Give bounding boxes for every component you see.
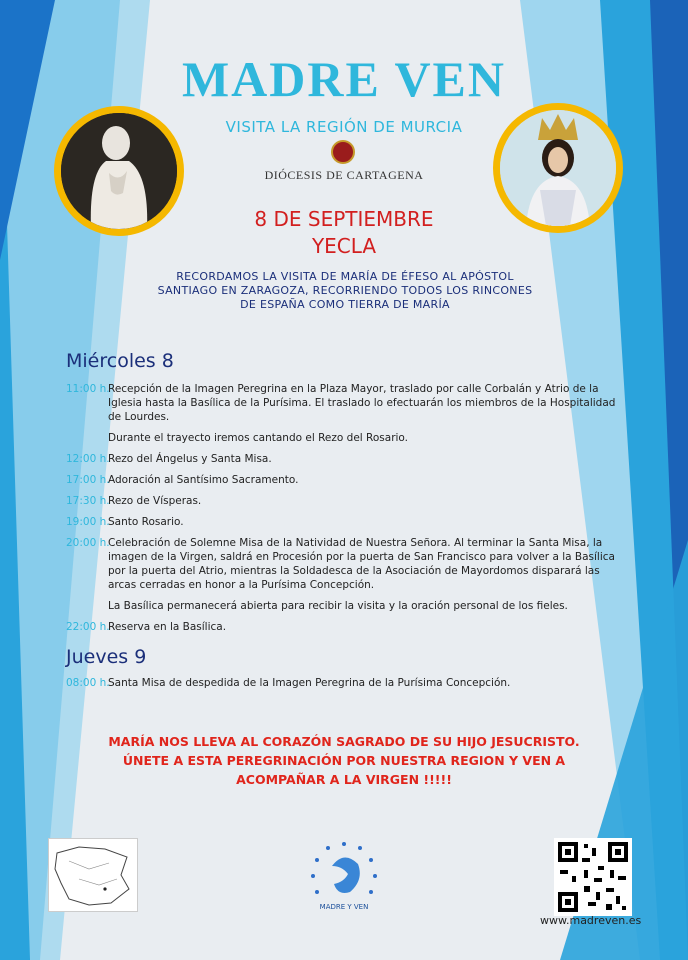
closing-message: [0, 732, 688, 789]
entry-time: 17:30 h.: [66, 495, 110, 507]
schedule-entry: [66, 676, 621, 690]
entry-text: Reserva en la Basílica.: [108, 621, 227, 633]
entry-time: 08:00 h.: [66, 677, 110, 689]
closing-line: ACOMPAÑAR A LA VIRGEN !!!!!: [236, 772, 452, 787]
website-link[interactable]: www.madreven.es: [540, 914, 642, 927]
spain-map-image: [48, 838, 138, 912]
qr-code[interactable]: [554, 838, 632, 916]
entry-time: 12:00 h.: [66, 453, 110, 465]
entry-time: 17:00 h.: [66, 474, 110, 486]
schedule-entry: [66, 620, 621, 634]
schedule-entry: [66, 536, 621, 592]
entry-time: 11:00 h.: [66, 383, 110, 395]
entry-text: Rezo del Ángelus y Santa Misa.: [108, 453, 272, 465]
closing-line: MARÍA NOS LLEVA AL CORAZÓN SAGRADO DE SU HIJO JESUCRISTO.: [108, 734, 580, 749]
entry-text: Recepción de la Imagen Peregrina en la Plaza Mayor, traslado por calle Corbalán y Atrio de la Iglesia hasta la Basílica de la Purísima. El traslado lo efectuarán los miembros de la Hospitalidad de Lourdes.: [108, 383, 616, 423]
schedule-wednesday: [66, 382, 621, 641]
entry-text: Santa Misa de despedida de la Imagen Peregrina de la Purísima Concepción.: [108, 677, 511, 689]
event-date-line: 8 DE SEPTIEMBRE: [254, 207, 434, 231]
event-date: [0, 206, 688, 260]
subtitle: VISITA LA REGIÓN DE MURCIA: [225, 118, 463, 136]
entry-text: Celebración de Solemne Misa de la Natividad de Nuestra Señora. Al terminar la Santa Misa, la imagen de la Virgen, saldrá en Procesión por la puerta de San Francisco para volver a la Basílica por la puerta del Atrio, mientras la Soldadesca de la Asociación de Mayordomos disparará las arcas cerradas en honor a la Purísima Concepción.: [108, 537, 615, 591]
entry-note: Durante el trayecto iremos cantando el Rezo del Rosario.: [108, 432, 409, 444]
page-title: MADRE VEN: [181, 51, 507, 107]
event-location: YECLA: [311, 234, 377, 258]
entry-text: Rezo de Vísperas.: [108, 495, 202, 507]
entry-time: 22:00 h.: [66, 621, 110, 633]
schedule-entry: [66, 473, 621, 487]
day-heading-wednesday: Miércoles 8: [66, 350, 174, 372]
schedule-entry: [66, 452, 621, 466]
closing-line: ÚNETE A ESTA PEREGRINACIÓN POR NUESTRA REGION Y VEN A: [122, 753, 566, 768]
schedule-entry: [66, 515, 621, 529]
entry-time: 20:00 h.: [66, 537, 110, 549]
intro-text: RECORDAMOS LA VISITA DE MARÍA DE ÉFESO AL APÓSTOL SANTIAGO EN ZARAGOZA, RECORRIENDO TODOS LOS RINCONES DE ESPAÑA COMO TIERRA DE MARÍA: [157, 270, 533, 311]
diocese-name: DIÓCESIS DE CARTAGENA: [264, 168, 424, 182]
day-heading-thursday: Jueves 9: [66, 646, 147, 668]
schedule-thursday: [66, 676, 621, 697]
entry-text: Adoración al Santísimo Sacramento.: [108, 474, 299, 486]
logo-caption: MADRE Y VEN: [319, 903, 369, 911]
entry-time: 19:00 h.: [66, 516, 110, 528]
diocese-shield-icon: [331, 140, 355, 164]
schedule-entry: [66, 382, 621, 424]
schedule-entry: [66, 494, 621, 508]
entry-text: Santo Rosario.: [108, 516, 184, 528]
entry-note: La Basílica permanecerá abierta para recibir la visita y la oración personal de los fieles.: [108, 600, 568, 612]
